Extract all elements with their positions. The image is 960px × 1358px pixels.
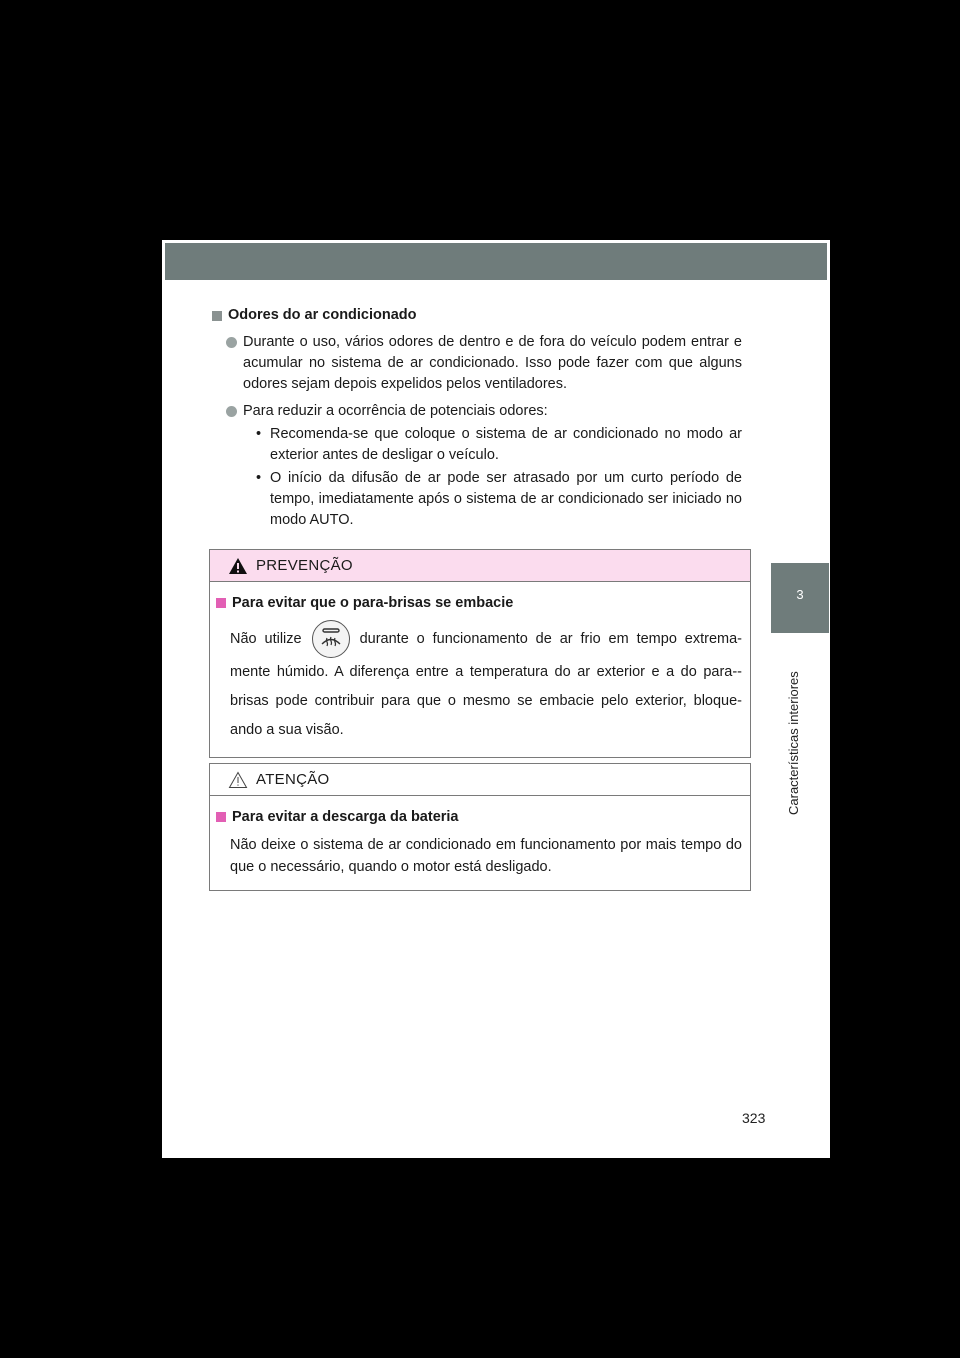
list-item: Durante o uso, vários odores de dentro e de fora do veículo podem entrar e acumular no sistema de ar condicionado. Isso pode fazer com que alguns odores sejam depois expelidos pelos ventiladores. — [226, 332, 742, 395]
prevencao-box — [209, 549, 751, 758]
page-number: 323 — [742, 1110, 766, 1126]
circle-bullet-icon — [226, 406, 237, 417]
warning-outline-icon — [228, 771, 248, 789]
atencao-header — [210, 764, 750, 796]
defroster-button-icon — [312, 620, 350, 658]
list-item: Para reduzir a ocorrência de potenciais odores: — [226, 401, 742, 422]
atencao-title: ATENÇÃO — [256, 771, 330, 788]
square-bullet-icon — [212, 311, 222, 321]
atencao-text: Não deixe o sistema de ar condicionado em funcionamento por mais tempo do que o necessário, quando o motor está desligado. — [230, 837, 742, 875]
sub-list-item: • O início da difusão de ar pode ser atrasado por um curto período de tempo, imediatamente após o sistema de ar condicionado ser iniciado no modo AUTO. — [256, 468, 742, 531]
main-content — [212, 305, 742, 531]
atencao-heading: Para evitar a descarga da bateria — [216, 806, 742, 828]
chapter-number: 3 — [796, 587, 804, 602]
page-header-band — [165, 243, 827, 280]
prevencao-heading: Para evitar que o para-brisas se embacie — [216, 592, 742, 614]
warning-filled-icon — [228, 557, 248, 575]
prevencao-title: PREVENÇÃO — [256, 557, 353, 574]
bullet-glyph: • — [256, 426, 262, 442]
prevencao-header — [210, 550, 750, 582]
prevencao-text: Não utilize durante o funcionamento de ar frio em tempo extrema-mente húmido. A diferença entre a temperatura do ar exterior e a do para--brisas pode contribuir para que o mesmo se embacie pelo exterior, bloque-ando a sua visão. — [230, 620, 742, 745]
bullet-glyph: • — [256, 470, 262, 486]
circle-bullet-icon — [226, 337, 237, 348]
square-bullet-icon — [216, 598, 226, 608]
atencao-box — [209, 763, 751, 891]
section-heading: Odores do ar condicionado — [212, 305, 742, 326]
chapter-tab — [771, 563, 829, 633]
atencao-body — [210, 796, 750, 890]
chapter-title: Características interiores — [786, 671, 801, 815]
sub-list-item: • Recomenda-se que coloque o sistema de ar condicionado no modo ar exterior antes de desligar o veículo. — [256, 424, 742, 466]
square-bullet-icon — [216, 812, 226, 822]
prevencao-body — [210, 582, 750, 757]
